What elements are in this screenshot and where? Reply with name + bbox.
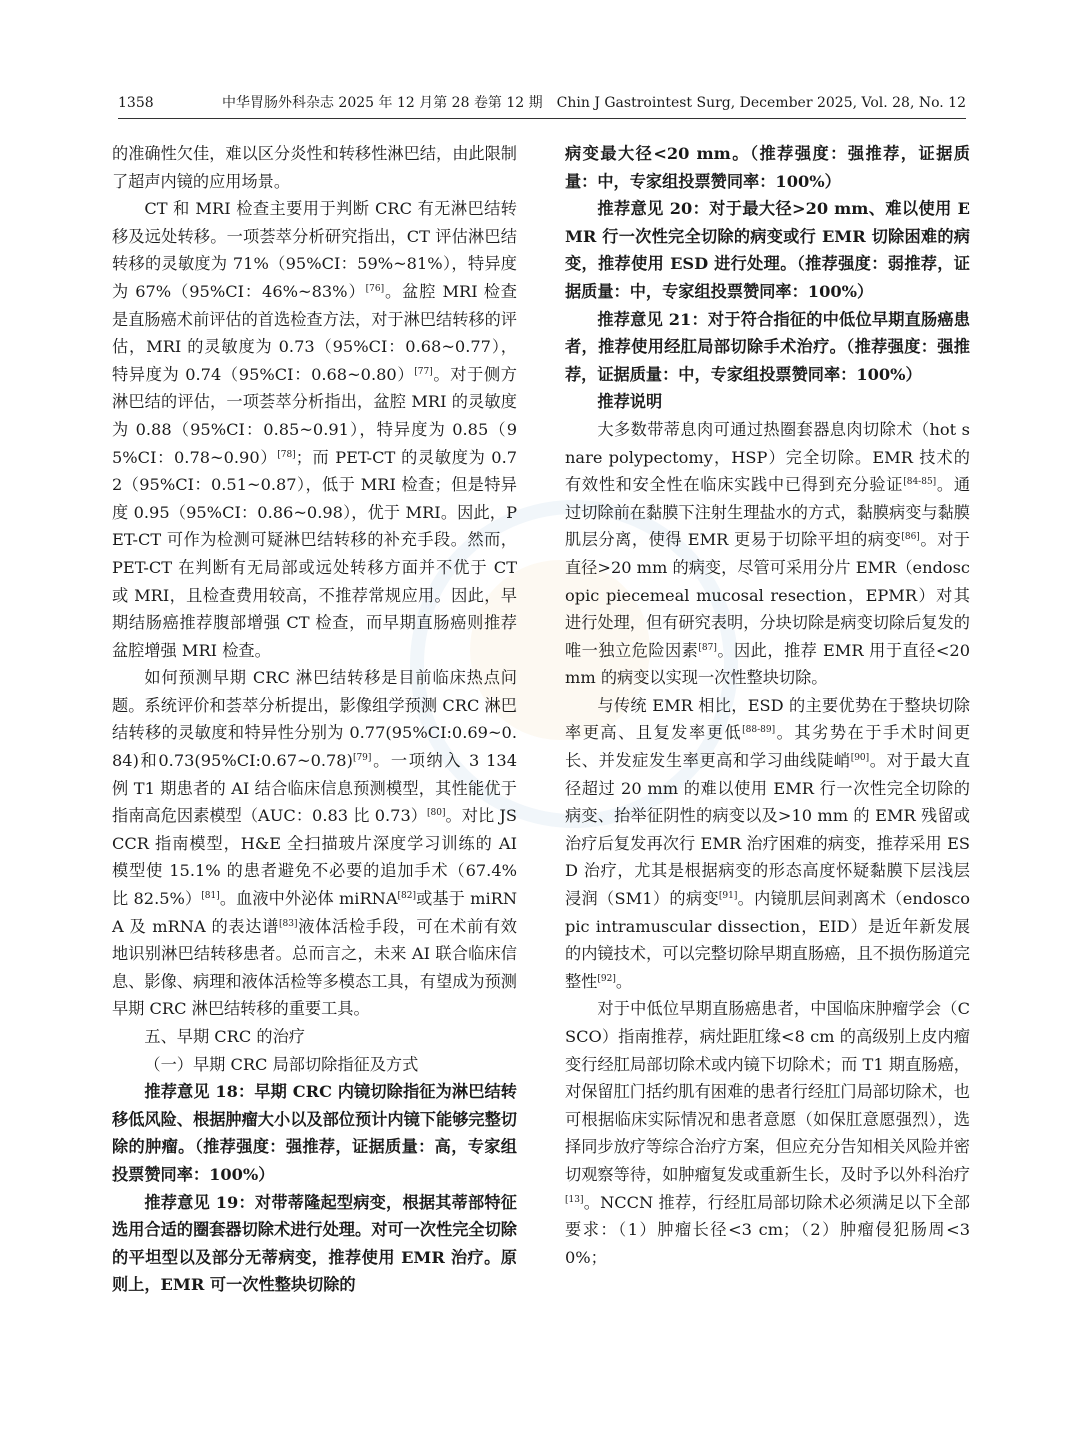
left-column — [112, 140, 517, 1299]
page-number: 1358 — [118, 95, 154, 111]
paragraph: 如何预测早期 CRC 淋巴结转移是目前临床热点问题。系统评价和荟萃分析提出，影像组学预测 CRC 淋巴结转移的灵敏度和特异性分别为 0.77(95%CI:0.69~0.84)和0.73(95%CI:0.67~0.78)[79]。一项纳入 3 134 例 T1 期患者的 AI 结合临床信息预测模型，其性能优于指南高危因素模型（AUC：0.83 比 0.73）[80]。对比 JSCCR 指南模型，H&E 全扫描玻片深度学习训练的 AI 模型使 15.1% 的患者避免不必要的追加手术（67.4% 比 82.5%）[81]。血液中外泌体 miRNA[82]或基于 miRNA 及 mRNA 的表达谱[83]液体活检手段，可在术前有效地识别淋巴结转移患者。总而言之，未来 AI 联合临床信息、影像、病理和液体活检等多模态工具，有望成为预测早期 CRC 淋巴结转移的重要工具。 — [112, 668, 518, 1019]
paragraph: 与传统 EMR 相比，ESD 的主要优势在于整块切除率更高、且复发率更低[88-89]。其劣势在于手术时间更长、并发症发生率更高和学习曲线陡峭[90]。对于最大直径超过 20 mm 的难以使用 EMR 行一次性完全切除的病变、抬举征阴性的病变以及>10 mm 的 EMR 残留或治疗后复发再次行 EMR 治疗困难的病变，推荐采用 ESD 治疗，尤其是根据病变的形态高度怀疑黏膜下层浅层浸润（SM1）的病变[91]。内镜肌层间剥离术（endoscopic intramuscular dissection，EID）是近年新发展的内镜技术，可以完整切除早期直肠癌，且不损伤肠道完整性[92]。 — [565, 695, 971, 991]
citation-ref: [87] — [698, 642, 717, 653]
recommendation-20: 推荐意见 20：对于最大径>20 mm、难以使用 EMR 行一次性完全切除的病变或行 EMR 切除困难的病变，推荐使用 ESD 进行处理。（推荐强度：弱推荐，证据质量：中，专家组投票赞同率：100%） — [565, 199, 970, 301]
paragraph: 对于中低位早期直肠癌患者，中国临床肿瘤学会（CSCO）指南推荐，病灶距肛缘<8 cm 的高级别上皮内瘤变行经肛局部切除术或内镜下切除术；而 T1 期直肠癌，对保留肛门括约肌有困难的患者行经肛门局部切除术，也可根据临床实际情况和患者意愿（如保肛意愿强烈），选择同步放疗等综合治疗方案，但应充分告知相关风险并密切观察等待，如肿瘤复发或重新生长，及时予以外科治疗[13]。NCCN 推荐，行经肛局部切除术必须满足以下全部要求：（1）肿瘤长径<3 cm；（2）肿瘤侵犯肠周<30%； — [565, 999, 970, 1267]
citation-ref: [83] — [279, 918, 298, 929]
citation-ref: [77] — [414, 366, 433, 377]
running-header — [118, 92, 966, 119]
right-column — [565, 140, 970, 1271]
citation-ref: [92] — [597, 973, 616, 984]
explanation-heading: 推荐说明 — [597, 392, 663, 412]
recommendation-18: 推荐意见 18：早期 CRC 内镜切除指征为淋巴结转移低风险、根据肿瘤大小以及部位预计内镜下能够完整切除的肿瘤。（推荐强度：强推荐，证据质量：高，专家组投票赞同率：100%） — [112, 1082, 517, 1184]
paragraph: CT 和 MRI 检查主要用于判断 CRC 有无淋巴结转移及远处转移。一项荟萃分析研究指出，CT 评估淋巴结转移的灵敏度为 71%（95%CI：59%~81%），特异度为 67%（95%CI：46%~83%）[76]。盆腔 MRI 检查是直肠癌术前评估的首选检查方法，对于淋巴结转移的评估，MRI 的灵敏度为 0.73（95%CI：0.68~0.77），特异度为 0.74（95%CI：0.68~0.80）[77]。对于侧方淋巴结的评估，一项荟萃分析指出，盆腔 MRI 的灵敏度为 0.88（95%CI：0.85~0.91），特异度为 0.85（95%CI：0.78~0.90）[78]；而 PET-CT 的灵敏度为 0.72（95%CI：0.51~0.87），低于 MRI 检查；但是特异度 0.95（95%CI：0.86~0.98），优于 MRI。因此，PET-CT 可作为检测可疑淋巴结转移的补充手段。然而，PET-CT 在判断有无局部或远处转移方面并不优于 CT 或 MRI，且检查费用较高，不推荐常规应用。因此，早期结肠癌推荐腹部增强 CT 检查，而早期直肠癌则推荐盆腔增强 MRI 检查。 — [112, 199, 518, 660]
citation-ref: [90] — [850, 753, 870, 764]
citation-ref: [80] — [427, 808, 446, 819]
citation-ref: [88-89] — [742, 725, 776, 736]
citation-ref: [82] — [397, 891, 417, 902]
paragraph: 大多数带蒂息肉可通过热圈套器息肉切除术（hot snare polypectomy，HSP）完全切除。EMR 技术的有效性和安全性在临床实践中已得到充分验证[84-85]。通过切除前在黏膜下注射生理盐水的方式，黏膜病变与黏膜肌层分离，使得 EMR 更易于切除平坦的病变[86]。对于直径>20 mm 的病变，尽管可采用分片 EMR（endoscopic piecemeal mucosal resection，EPMR）对其进行处理，但有研究表明，分块切除是病变切除后复发的唯一独立危险因素[87]。因此，推荐 EMR 用于直径<20 mm 的病变以实现一次性整块切除。 — [565, 419, 971, 688]
recommendation-21: 推荐意见 21：对于符合指征的中低位早期直肠癌患者，推荐使用经肛局部切除手术治疗。（推荐强度：强推荐，证据质量：中，专家组投票赞同率：100%） — [565, 309, 970, 384]
recommendation-19: 推荐意见 19：对带蒂隆起型病变，根据其蒂部特征选用合适的圈套器切除术进行处理。对可一次性完全切除的平坦型以及部分无蒂病变，推荐使用 EMR 治疗。原则上，EMR 可一次性整块切除的 — [112, 1192, 517, 1295]
section-heading: 五、早期 CRC 的治疗 — [144, 1027, 305, 1046]
journal-citation: 中华胃肠外科杂志 2025 年 12 月第 28 卷第 12 期 Chin J Gastrointest Surg, December 2025, Vol. 28, No. 12 — [221, 95, 966, 111]
subsection-heading: （一）早期 CRC 局部切除指征及方式 — [144, 1054, 419, 1074]
citation-ref: [13] — [565, 1194, 584, 1205]
citation-ref: [81] — [201, 891, 220, 902]
recommendation-19-continued: 病变最大径<20 mm。（推荐强度：强推荐，证据质量：中，专家组投票赞同率：100%） — [565, 144, 970, 191]
citation-ref: [78] — [277, 449, 296, 460]
citation-ref: [76] — [365, 283, 385, 294]
citation-ref: [91] — [718, 891, 738, 902]
citation-ref: [79] — [352, 753, 372, 764]
paragraph: 的准确性欠佳，难以区分炎性和转移性淋巴结，由此限制了超声内镜的应用场景。 — [112, 144, 517, 191]
citation-ref: [86] — [901, 532, 920, 543]
citation-ref: [84-85] — [903, 477, 937, 488]
